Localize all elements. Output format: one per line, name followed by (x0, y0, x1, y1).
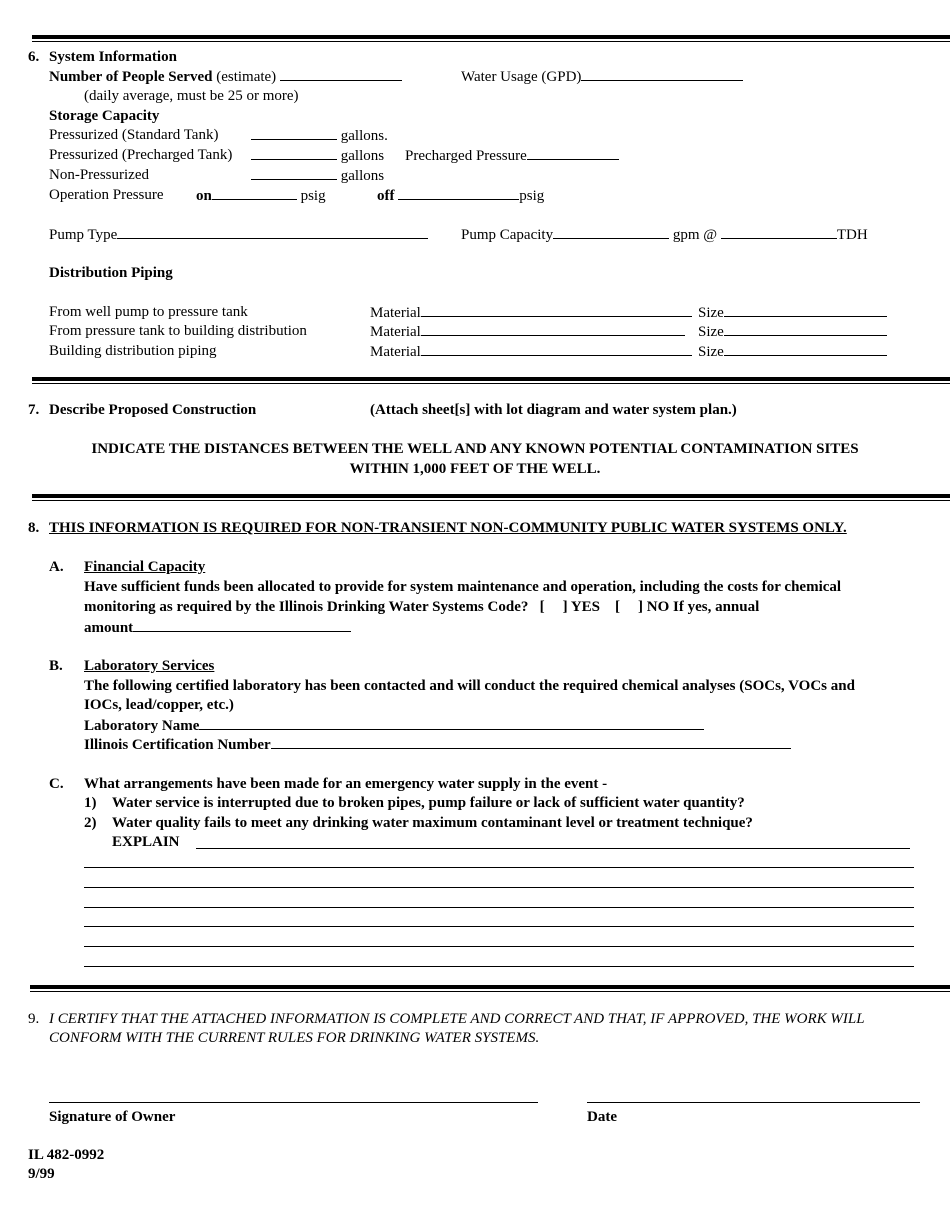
emergency-question: What arrangements have been made for an emergency water supply in the event - (84, 776, 608, 792)
pump-type-label: Pump Type (49, 227, 118, 243)
certification-line-1: I CERTIFY THAT THE ATTACHED INFORMATION IS COMPLETE AND CORRECT AND THAT, IF APPROVED, THE WORK WILL (49, 1011, 865, 1027)
signature-of-owner-label: Signature of Owner (49, 1109, 176, 1125)
pressurized-precharged-field[interactable] (251, 146, 337, 160)
people-served-label: Number of People Served (49, 69, 213, 85)
pipe-row-label: From well pump to pressure tank (49, 304, 248, 320)
attach-note: (Attach sheet[s] with lot diagram and water system plan.) (370, 402, 737, 418)
pressure-on-field[interactable] (212, 186, 297, 200)
pipe-row-label: Building distribution piping (49, 343, 217, 359)
operation-pressure-off-row (377, 186, 544, 205)
open-bracket: [ (615, 599, 620, 615)
laboratory-text-line-2: IOCs, lead/copper, etc.) (84, 697, 234, 713)
size-row (698, 303, 887, 322)
section-8-title: THIS INFORMATION IS REQUIRED FOR NON-TRANSIENT NON-COMMUNITY PUBLIC WATER SYSTEMS ONLY. (49, 520, 847, 536)
storage-capacity-title: Storage Capacity (49, 108, 160, 124)
section-8-number: 8. (28, 520, 40, 536)
gallons-unit: gallons (340, 148, 385, 164)
amount-label: amount (84, 620, 134, 636)
people-served-field[interactable] (280, 67, 402, 81)
tdh-unit: TDH (836, 227, 868, 243)
explain-line[interactable] (84, 926, 914, 927)
pressurized-standard-field[interactable] (251, 126, 337, 140)
size-label: Size (698, 324, 724, 340)
certification-number-label: Illinois Certification Number (84, 737, 271, 753)
section-6-title: System Information (49, 49, 177, 65)
explain-line[interactable] (196, 848, 910, 849)
close-bracket: ] (562, 599, 568, 615)
financial-question-line-2 (84, 598, 759, 616)
pump-capacity-field[interactable] (553, 225, 669, 239)
no-label: NO If yes, annual (646, 599, 760, 615)
c2-number: 2) (84, 815, 97, 831)
form-revision: 9/99 (28, 1166, 55, 1182)
section-divider (32, 377, 950, 384)
section-6-number: 6. (28, 49, 40, 65)
water-usage-row (461, 67, 743, 86)
financial-question-line-1: Have sufficient funds been allocated to provide for system maintenance and operation, including the costs for chemical (84, 579, 842, 595)
annual-amount-row (84, 618, 351, 637)
contamination-notice-line-1: INDICATE THE DISTANCES BETWEEN THE WELL AND ANY KNOWN POTENTIAL CONTAMINATION SITES (91, 441, 859, 457)
water-usage-label: Water Usage (GPD) (461, 69, 582, 85)
operation-pressure-label: Operation Pressure (49, 187, 164, 203)
precharged-pressure-label: Precharged Pressure (405, 148, 527, 164)
material-label: Material (370, 324, 421, 340)
item-b-letter: B. (49, 658, 63, 674)
date-label: Date (587, 1109, 617, 1125)
material-row (370, 322, 685, 341)
explain-line[interactable] (84, 867, 914, 868)
section-7-number: 7. (28, 402, 40, 418)
pump-capacity-row (461, 225, 868, 244)
close-bracket: ] (638, 599, 643, 615)
explain-line[interactable] (84, 887, 914, 888)
non-pressurized-field[interactable] (251, 166, 337, 180)
people-served-estimate: (estimate) (216, 69, 277, 85)
on-label: on (196, 188, 212, 204)
material-row (370, 342, 692, 361)
section-9-number: 9. (28, 1011, 40, 1027)
gallons-unit: gallons (340, 168, 385, 184)
material-row (370, 303, 692, 322)
non-pressurized-label: Non-Pressurized (49, 167, 149, 183)
c1-number: 1) (84, 795, 97, 811)
pressurized-standard-label: Pressurized (Standard Tank) (49, 127, 219, 143)
pump-type-row (49, 225, 428, 244)
section-divider (30, 985, 950, 992)
distribution-piping-title: Distribution Piping (49, 265, 173, 281)
form-id: IL 482-0992 (28, 1147, 105, 1163)
laboratory-services-title: Laboratory Services (84, 658, 215, 674)
certification-number-row (84, 735, 791, 754)
size-label: Size (698, 305, 724, 321)
laboratory-text-line-1: The following certified laboratory has been contacted and will conduct the required chemical analyses (SOCs, VOCs and (84, 678, 855, 694)
gallons-unit: gallons. (340, 128, 388, 144)
financial-question-text: monitoring as required by the Illinois Drinking Water Systems Code? (84, 599, 529, 615)
owner-signature-line[interactable] (49, 1102, 538, 1103)
pressure-off-field[interactable] (398, 186, 519, 200)
at-symbol: @ (703, 227, 718, 243)
explain-line[interactable] (84, 907, 914, 908)
laboratory-name-field[interactable] (199, 716, 704, 730)
material-label: Material (370, 344, 421, 360)
size-field[interactable] (724, 342, 887, 356)
size-label: Size (698, 344, 724, 360)
no-checkbox[interactable] (615, 599, 643, 615)
laboratory-name-label: Laboratory Name (84, 718, 200, 734)
material-label: Material (370, 305, 421, 321)
non-pressurized-row (251, 166, 384, 185)
gpm-unit: gpm (672, 227, 700, 243)
financial-capacity-title: Financial Capacity (84, 559, 206, 575)
pressurized-precharged-row (251, 146, 384, 165)
material-field[interactable] (421, 303, 692, 317)
laboratory-name-row (84, 716, 704, 735)
yes-label: YES (570, 599, 600, 615)
size-row (698, 342, 887, 361)
section-divider (32, 494, 950, 501)
size-field[interactable] (724, 322, 887, 336)
c1-text: Water service is interrupted due to broken pipes, pump failure or lack of sufficient water quantity? (112, 795, 745, 811)
size-row (698, 322, 887, 341)
explain-line[interactable] (84, 966, 914, 967)
people-served-row (49, 67, 402, 86)
water-usage-field[interactable] (581, 67, 743, 81)
pump-capacity-label: Pump Capacity (461, 227, 554, 243)
operation-pressure-on-row (196, 186, 326, 205)
material-field[interactable] (421, 322, 685, 336)
yes-checkbox[interactable] (540, 599, 568, 615)
date-line[interactable] (587, 1102, 920, 1103)
pressurized-standard-row (251, 126, 388, 145)
pump-type-field[interactable] (117, 225, 428, 239)
explain-line[interactable] (84, 946, 914, 947)
top-rule (32, 35, 950, 42)
annual-amount-field[interactable] (133, 618, 351, 632)
tdh-field[interactable] (721, 225, 837, 239)
explain-label: EXPLAIN (112, 834, 180, 850)
certification-number-field[interactable] (271, 735, 791, 749)
contamination-notice-line-2: WITHIN 1,000 FEET OF THE WELL. (349, 461, 601, 477)
c2-text: Water quality fails to meet any drinking water maximum contaminant level or treatment technique? (112, 815, 753, 831)
off-label: off (377, 188, 395, 204)
precharged-pressure-field[interactable] (527, 146, 619, 160)
pipe-row-label: From pressure tank to building distribution (49, 323, 307, 339)
open-bracket: [ (539, 599, 545, 615)
item-c-letter: C. (49, 776, 64, 792)
precharged-pressure-row (405, 146, 619, 165)
material-field[interactable] (421, 342, 692, 356)
psig-unit: psig (519, 188, 545, 204)
size-field[interactable] (724, 303, 887, 317)
daily-average-note: (daily average, must be 25 or more) (84, 88, 299, 104)
psig-unit: psig (300, 188, 326, 204)
pressurized-precharged-label: Pressurized (Precharged Tank) (49, 147, 233, 163)
item-a-letter: A. (49, 559, 64, 575)
section-7-title: Describe Proposed Construction (49, 402, 257, 418)
certification-line-2: CONFORM WITH THE CURRENT RULES FOR DRINKING WATER SYSTEMS. (49, 1030, 540, 1046)
